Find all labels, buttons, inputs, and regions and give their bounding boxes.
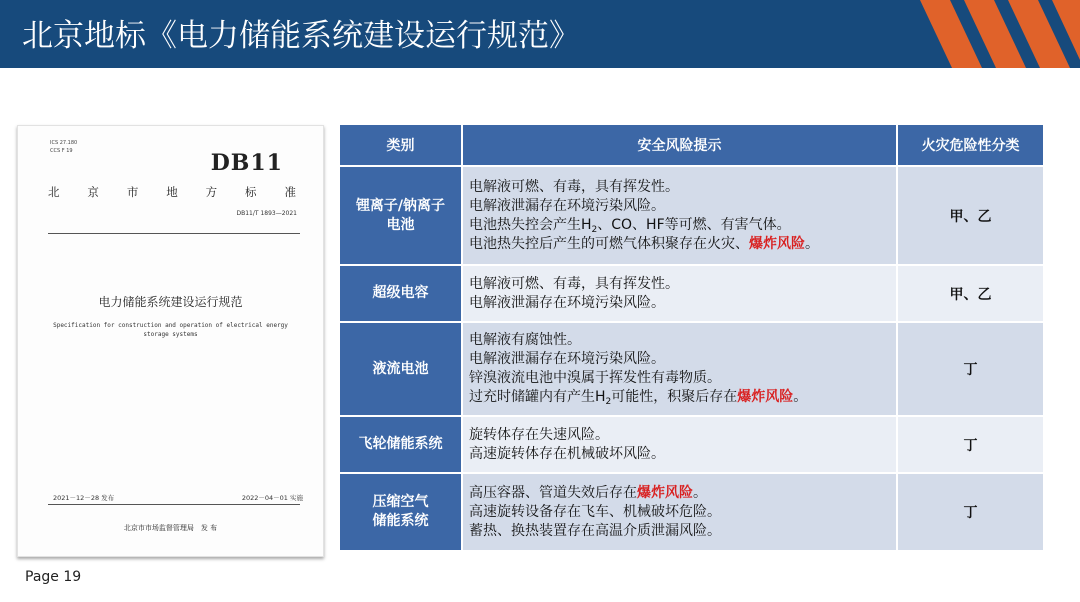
db-label: DB11 <box>210 150 283 176</box>
bottom-rule <box>48 504 300 505</box>
fire-class-cell: 丁 <box>897 473 1044 551</box>
category-cell: 飞轮储能系统 <box>339 416 462 473</box>
tips-cell: 电解液可燃、有毒，具有挥发性。 电解液泄漏存在环境污染风险。 电池热失控会产生$H_2$、CO、HF等可燃、有害气体。 电池热失控后产生的可燃气体积聚存在火灾、爆炸风险。 <box>462 166 897 265</box>
tips-cell: 电解液可燃、有毒，具有挥发性。 电解液泄漏存在环境污染风险。 <box>462 265 897 322</box>
category-cell: 超级电容 <box>339 265 462 322</box>
tips-cell: 高压容器、管道失效后存在爆炸风险。 高速旋转设备存在飞车、机械破坏危险。 蓄热、换热装置存在高温介质泄漏风险。 <box>462 473 897 551</box>
org-char: 标 <box>245 185 257 199</box>
header-category: 类别 <box>339 124 462 166</box>
fire-class-cell: 甲、乙 <box>897 166 1044 265</box>
explosion-risk-highlight: 爆炸风险 <box>749 235 805 252</box>
publisher: 北京市市场监督管理局 发 布 <box>123 524 218 532</box>
explosion-risk-highlight: 爆炸风险 <box>637 484 693 501</box>
slide-title: 北京地标《电力储能系统建设运行规范》 <box>22 18 580 54</box>
table-row <box>339 416 1044 473</box>
org-char: 北 <box>48 185 60 199</box>
table-row <box>339 473 1044 551</box>
org-name <box>48 184 296 200</box>
tips-cell: 电解液有腐蚀性。 电解液泄漏存在环境污染风险。 锌溴液流电池中溴属于挥发性有毒物质。 过充时储罐内有产生$H_2$可能性，积聚后存在爆炸风险。 <box>462 322 897 416</box>
table-row <box>339 166 1044 265</box>
category-cell: 锂离子/钠离子 电池 <box>339 166 462 265</box>
table-header-row <box>339 124 1044 166</box>
document-english-title: Specification for construction and operation of electrical energy storage systems <box>53 322 288 338</box>
release-date: 2021－12－28 发布 <box>53 494 115 502</box>
implementation-date: 2022－04－01 实施 <box>241 494 303 502</box>
standard-code: DB11/T 1893—2021 <box>236 210 297 217</box>
org-char: 京 <box>87 185 99 199</box>
header-safety-tips: 安全风险提示 <box>462 124 897 166</box>
fire-class-cell: 丁 <box>897 322 1044 416</box>
org-char: 地 <box>166 185 178 199</box>
category-cell: 压缩空气 储能系统 <box>339 473 462 551</box>
ics-code: ICS 27.180 <box>50 140 78 146</box>
table-row <box>339 265 1044 322</box>
org-char: 方 <box>205 185 218 199</box>
explosion-risk-highlight: 爆炸风险 <box>737 389 794 405</box>
top-rule <box>48 233 300 234</box>
fire-class-cell: 甲、乙 <box>897 265 1044 322</box>
page-number: Page 19 <box>25 569 82 585</box>
ccs-code: CCS F 19 <box>50 148 73 154</box>
category-cell: 液流电池 <box>339 322 462 416</box>
table-row <box>339 322 1044 416</box>
risk-table <box>338 123 1045 552</box>
document-title: 电力储能系统建设运行规范 <box>98 295 243 309</box>
org-char: 准 <box>284 185 296 199</box>
fire-class-cell: 丁 <box>897 416 1044 473</box>
decorative-stripes <box>900 0 1080 68</box>
header-fire-class: 火灾危险性分类 <box>897 124 1044 166</box>
org-char: 市 <box>126 185 139 199</box>
tips-cell: 旋转体存在失速风险。 高速旋转体存在机械破坏风险。 <box>462 416 897 473</box>
title-banner <box>0 0 1080 68</box>
standard-cover-image <box>17 125 324 557</box>
